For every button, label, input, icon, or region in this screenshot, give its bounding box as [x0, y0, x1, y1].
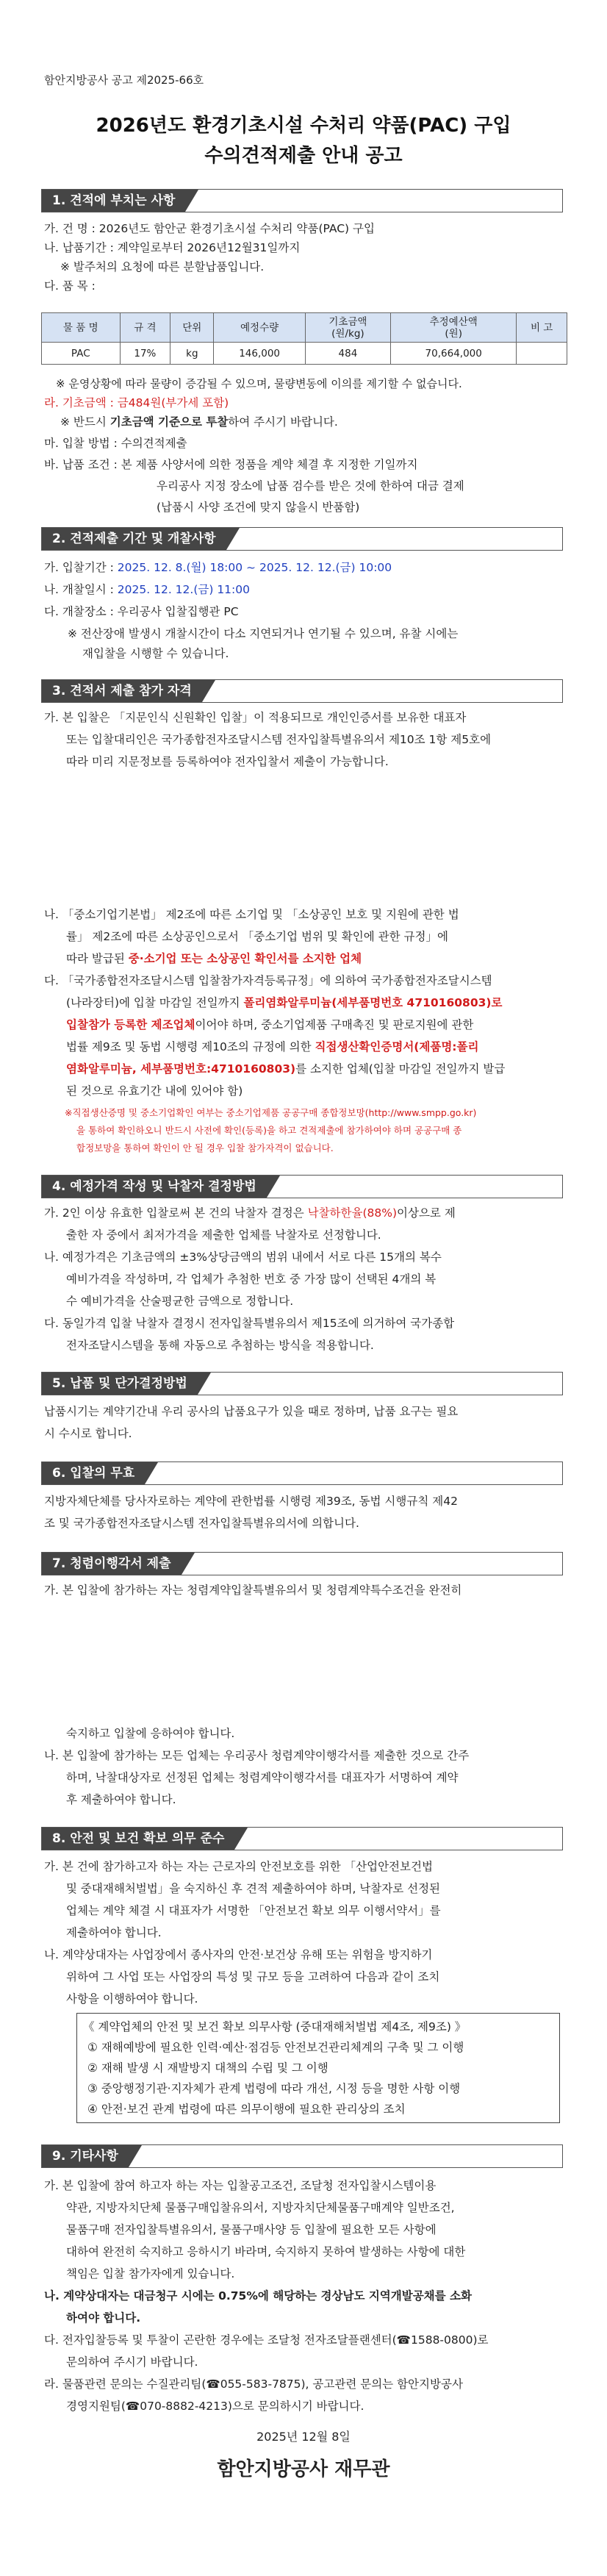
misc-b: 나. 계약상대자는 대금청구 시에는 0.75%에 해당하는 경상남도 지역개발공채를 소화	[44, 2289, 472, 2303]
invalid-bid: 지방자체단체를 당사자로하는 계약에 관한법률 시행령 제39조, 동법 시행규칙 제42	[44, 1495, 458, 1508]
note-system-failure: ※ 전산장애 발생시 개찰시간이 다소 지연되거나 연기될 수 있으며, 유찰 시에는	[68, 627, 459, 640]
award-c-cont: 전자조달시스템을 통해 자동으로 추첨하는 방식을 적용합니다.	[66, 1339, 374, 1352]
safety-a: 가. 본 건에 참가하고자 하는 자는 근로자의 안전보호를 위한 「산업안전보건법	[44, 1860, 433, 1873]
item-title: 가. 건 명 : 2026년도 함안군 환경기초시설 수처리 약품(PAC) 구입	[44, 222, 375, 235]
integrity-b-cont: 하며, 낙찰대상자로 선정된 업체는 청렴계약이행각서를 대표자가 서명하여 계약	[66, 1771, 459, 1784]
section-header-5: 5. 납품 및 단가결정방법	[41, 1372, 563, 1395]
misc-b-cont: 하여야 합니다.	[66, 2311, 141, 2325]
safety-b: 나. 계약상대자는 사업장에서 종사자의 안전·보건상 유해 또는 위험을 방지하기	[44, 1948, 433, 1961]
safety-b-cont: 사항을 이행하여야 합니다.	[66, 1992, 198, 2006]
award-b-cont: 수 예비가격을 산술평균한 금액으로 정합니다.	[66, 1295, 294, 1308]
note-quantity: ※ 운영상황에 따라 물량이 증감될 수 있으며, 물량변동에 이의를 제기할 수 없습니다.	[56, 377, 462, 390]
safety-a-cont: 및 중대재해처벌법」을 숙지하신 후 견적 제출하여야 하며, 낙찰자로 선정된	[66, 1882, 441, 1895]
qualification-c-cont: (나라장터)에 입찰 마감일 전일까지 폴리염화알루미늄(세부품명번호 4710160803)로	[66, 996, 503, 1009]
box-item: ③ 중앙행정기관·지자체가 관계 법령에 따라 개선, 시정 등을 명한 사항 이행	[87, 2082, 461, 2095]
notice-number: 함안지방공사 공고 제2025-66호	[44, 74, 204, 87]
notice-date: 2025년 12월 8일	[256, 2430, 351, 2444]
item-product: 다. 품 목 :	[44, 279, 96, 293]
note-system-failure-cont: 재입찰을 시행할 수 있습니다.	[82, 647, 229, 660]
award-b: 나. 예정가격은 기초금액의 ±3%상당금액의 범위 내에서 서로 다른 15개의 복수	[44, 1251, 442, 1264]
box-item: ② 재해 발생 시 재발방지 대책의 수립 및 그 이행	[87, 2061, 328, 2075]
safety-b-cont: 위하여 그 사업 또는 사업장의 특성 및 규모 등을 고려하여 다음과 같이 조치	[66, 1970, 440, 1983]
qualification-b-cont: 따라 발급된 중·소기업 또는 소상공인 확인서를 소지한 업체	[66, 952, 362, 965]
bid-period: 가. 입찰기간 : 2025. 12. 8.(월) 18:00 ~ 2025. 12. 12.(금) 10:00	[44, 561, 392, 574]
product-table: 물 품 명 규 격 단위 예정수량 기초금액 (원/kg) 추정예산액 (원) 비 고 PAC 17% kg 146,000 484 70,664,000	[41, 312, 567, 365]
integrity-a: 가. 본 입찰에 참가하는 자는 청렴계약입찰특별유의서 및 청렴계약특수조건을 완전히	[44, 1584, 462, 1597]
qualification-a: 가. 본 입찰은 「지문인식 신원확인 입찰」이 적용되므로 개인인증서를 보유한 대표자	[44, 711, 467, 724]
misc-c: 다. 전자입찰등록 및 투찰이 곤란한 경우에는 조달청 전자조달플랜센터(☎1588-0800)로	[44, 2333, 489, 2347]
note-base-price: ※ 반드시 기초금액 기준으로 투찰하여 주시기 바랍니다.	[60, 415, 338, 429]
qualification-b: 나. 「중소기업기본법」 제2조에 따른 소기업 및 「소상공인 보호 및 지원에 관한 법	[44, 908, 459, 921]
misc-a-cont: 물품구매 전자입찰특별유의서, 물품구매사양 등 입찰에 필요한 모든 사항에	[66, 2223, 437, 2236]
delivery-condition-cont: (납품시 사양 조건에 맞지 않을시 반품함)	[157, 501, 360, 514]
section-header-9: 9. 기타사항	[41, 2144, 563, 2168]
page-subtitle: 수의견적제출 안내 공고	[204, 145, 403, 167]
qualification-c-cont: 된 것으로 유효기간 내에 있어야 함)	[66, 1084, 243, 1098]
opening-place: 다. 개찰장소 : 우리공사 입찰집행관 PC	[44, 605, 239, 618]
section-header-2: 2. 견적제출 기간 및 개찰사항	[41, 527, 563, 551]
award-a: 가. 2인 이상 유효한 입찰로써 본 건의 낙찰자 결정은 낙찰하한율(88%)이상으로 제	[44, 1206, 456, 1220]
integrity-b-cont: 후 제출하여야 합니다.	[66, 1793, 176, 1806]
opening-datetime: 나. 개찰일시 : 2025. 12. 12.(금) 11:00	[44, 583, 250, 596]
item-delivery-period: 나. 납품기간 : 계약일로부터 2026년12월31일까지	[44, 241, 301, 254]
note-smpp: ※직접생산증명 및 중소기업확인 여부는 중소기업제품 공공구매 종합정보망(http://www.smpp.go.kr)	[65, 1107, 477, 1118]
safety-a-cont: 업체는 계약 체결 시 대표자가 서명한 「안전보건 확보 의무 이행서약서」를	[66, 1904, 441, 1917]
qualification-c-cont: 염화알루미늄, 세부품명번호:4710160803)를 소지한 업체(입찰 마감일 전일까지 발급	[66, 1062, 506, 1076]
qualification-a-cont: 또는 입찰대리인은 국가종합전자조달시스템 전자입찰특별유의서 제10조 1항 제5호에	[66, 733, 492, 746]
misc-d: 라. 물품관련 문의는 수질관리팀(☎055-583-7875), 공고관련 문의는 함안지방공사	[44, 2378, 463, 2391]
delivery-condition-cont: 우리공사 지정 장소에 납품 검수를 받은 것에 한하여 대금 결제	[157, 479, 464, 493]
misc-a-cont: 약관, 지방자치단체 물품구매입찰유의서, 지방자치단체물품구매계약 일반조건,	[66, 2201, 455, 2214]
misc-a: 가. 본 입찰에 참여 하고자 하는 자는 입찰공고조건, 조달청 전자입찰시스템이용	[44, 2179, 437, 2192]
item-base-price: 라. 기초금액 : 금484원(부가세 포함)	[44, 396, 229, 409]
page-title: 2026년도 환경기초시설 수처리 약품(PAC) 구입	[96, 115, 511, 137]
delivery-method: 납품시기는 계약기간내 우리 공사의 납품요구가 있을 때로 정하며, 납품 요구는 필요	[44, 1405, 459, 1418]
section-header-3: 3. 견적서 제출 참가 자격	[41, 679, 563, 703]
qualification-c-cont: 입찰참가 등록한 제조업체이어야 하며, 중소기업제품 구매촉진 및 판로지원에 관한	[66, 1018, 474, 1031]
award-c: 다. 동일가격 입찰 낙찰자 결정시 전자입찰특별유의서 제15조에 의거하여 국가종합	[44, 1317, 455, 1330]
misc-d-cont: 경영지원팀(☎070-8882-4213)으로 문의하시기 바랍니다.	[66, 2400, 364, 2413]
qualification-a-cont: 따라 미리 지문정보를 등록하여야 전자입찰서 제출이 가능합니다.	[66, 755, 389, 768]
misc-a-cont: 책임은 입찰 참가자에게 있습니다.	[66, 2267, 235, 2280]
integrity-b: 나. 본 입찰에 참가하는 모든 업체는 우리공사 청렴계약이행각서를 제출한 것으로 간주	[44, 1749, 470, 1762]
box-item: ① 재해예방에 필요한 인력·예산·점검등 안전보건관리체계의 구축 및 그 이행	[87, 2041, 464, 2054]
section-header-4: 4. 예정가격 작성 및 낙찰자 결정방법	[41, 1175, 563, 1198]
misc-c-cont: 문의하여 주시기 바랍니다.	[66, 2355, 198, 2369]
section-header-6: 6. 입찰의 무효	[41, 1461, 563, 1485]
section-header-7: 7. 청렴이행각서 제출	[41, 1552, 563, 1575]
note-split-delivery: ※ 발주처의 요청에 따른 분할납품입니다.	[60, 260, 265, 273]
award-a-cont: 출한 자 중에서 최저가격을 제출한 업체를 낙찰자로 선정합니다.	[66, 1228, 381, 1242]
item-delivery-condition: 바. 납품 조건 : 본 제품 사양서에 의한 정품을 계약 체결 후 지정한 기일까지	[44, 458, 418, 471]
delivery-method-cont: 시 수시로 합니다.	[44, 1427, 132, 1440]
note-smpp-cont: 합정보망을 통하여 확인이 안 될 경우 입찰 참가자격이 없습니다.	[76, 1142, 334, 1153]
box-title: 《 계약업체의 안전 및 보건 확보 의무사항 (중대재해처벌법 제4조, 제9조) 》	[83, 2020, 467, 2033]
qualification-c: 다. 「국가종합전자조달시스템 입찰참가자격등록규정」에 의하여 국가종합전자조달시스템	[44, 974, 492, 987]
invalid-bid-cont: 조 및 국가종합전자조달시스템 전자입찰특별유의서에 의합니다.	[44, 1517, 359, 1530]
box-item: ④ 안전·보건 관계 법령에 따른 의무이행에 필요한 관리상의 조치	[87, 2103, 406, 2116]
qualification-b-cont: 률」 제2조에 따른 소상공인으로서 「중소기업 범위 및 확인에 관한 규정」에	[66, 930, 448, 943]
section-header-8: 8. 안전 및 보건 확보 의무 준수	[41, 1827, 563, 1850]
item-bid-method: 마. 입찰 방법 : 수의견적제출	[44, 437, 187, 450]
integrity-a-cont: 숙지하고 입찰에 응하여야 합니다.	[66, 1727, 235, 1740]
issuer-name: 함안지방공사 재무관	[217, 2458, 390, 2480]
section-header-1: 1. 견적에 부치는 사항	[41, 189, 563, 212]
note-smpp-cont: 을 통하여 확인하오니 반드시 사전에 확인(등록)을 하고 견적제출에 참가하여야 하며 공공구매 종	[76, 1125, 462, 1136]
safety-obligations-box	[76, 2013, 560, 2123]
award-b-cont: 예비가격을 작성하며, 각 업체가 추첨한 번호 중 가장 많이 선택된 4개의 복	[66, 1273, 437, 1286]
misc-a-cont: 대하여 완전히 숙지하고 응하시기 바라며, 숙지하지 못하여 발생하는 사항에 대한	[66, 2245, 466, 2258]
qualification-c-cont: 법률 제9조 및 동법 시행령 제10조의 규정에 의한 직접생산확인증명서(제품명:폴리	[66, 1040, 479, 1053]
safety-a-cont: 제출하여야 합니다.	[66, 1926, 162, 1939]
